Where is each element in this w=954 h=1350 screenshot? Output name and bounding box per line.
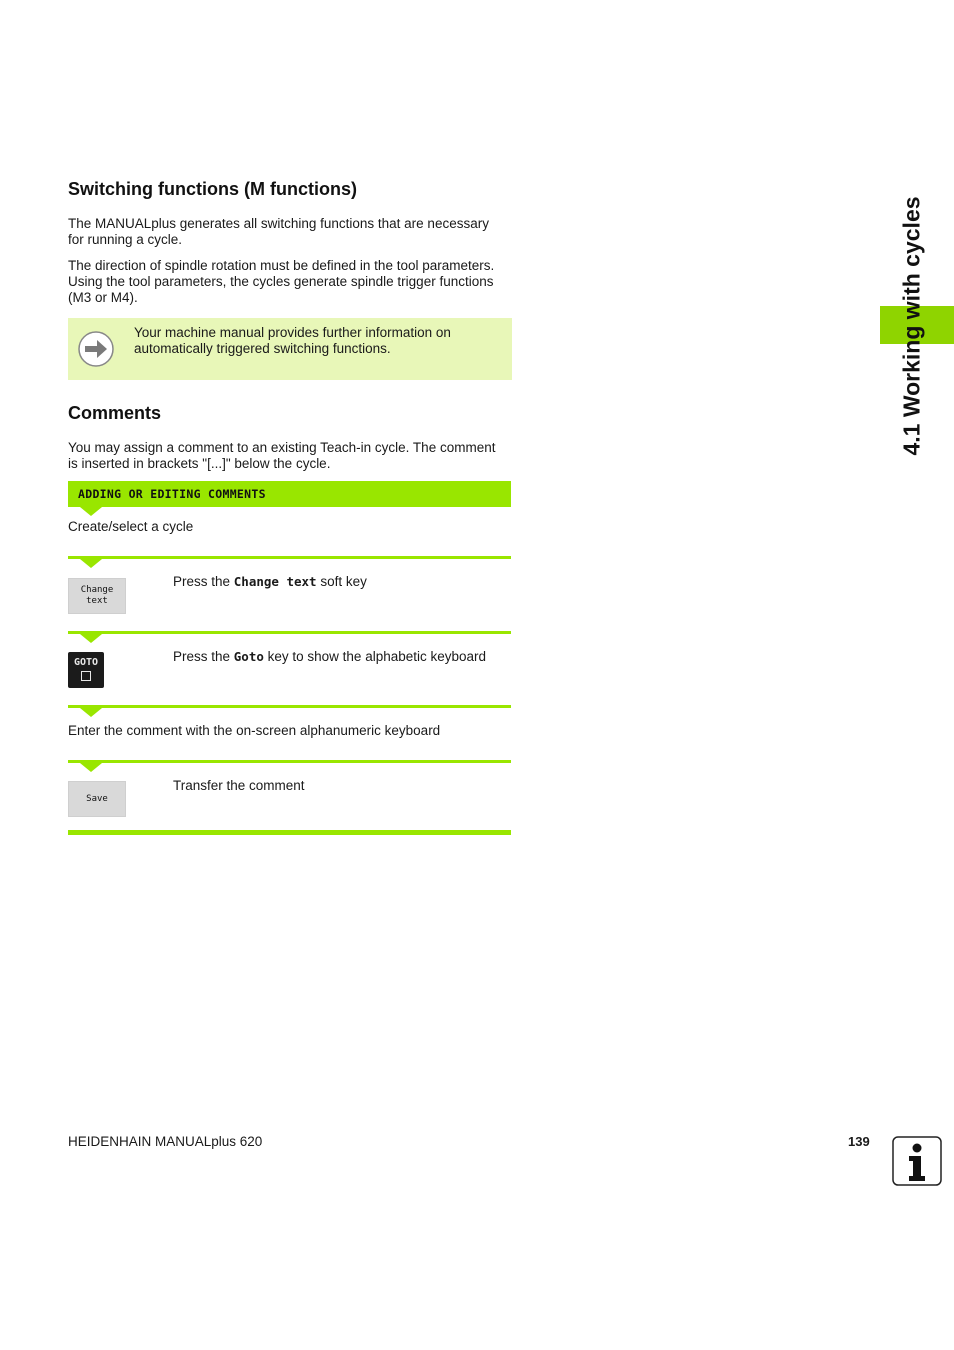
note-box xyxy=(68,318,512,380)
square-icon xyxy=(81,671,91,681)
step-pointer xyxy=(80,507,102,516)
step-enter-comment: Enter the comment with the on-screen alphanumeric keyboard xyxy=(68,723,441,738)
step-transfer-comment: Transfer the comment xyxy=(173,778,305,793)
step-create-select-cycle: Create/select a cycle xyxy=(68,519,194,534)
procedure-title-bar xyxy=(68,481,511,507)
arrow-right-icon xyxy=(78,331,114,367)
step-text-suffix: soft key xyxy=(316,574,367,589)
section-heading-comments: Comments xyxy=(68,403,162,423)
step-pointer xyxy=(80,634,102,643)
step-separator xyxy=(68,705,511,708)
footer-product: HEIDENHAIN MANUALplus 620 xyxy=(68,1134,263,1149)
procedure-title: ADDING OR EDITING COMMENTS xyxy=(78,487,266,501)
procedure-end-bar xyxy=(68,830,511,835)
chapter-title: 4.1 Working with cycles xyxy=(898,196,925,456)
page-number: 139 xyxy=(848,1134,870,1149)
paragraph-comments: You may assign a comment to an existing Teach-in cycle. The comment is inserted in brackets "[...]" below the cycle. xyxy=(68,440,496,471)
step-pointer xyxy=(80,559,102,568)
step-pointer xyxy=(80,763,102,772)
step-press-change-text xyxy=(173,574,513,590)
note-text: Your machine manual provides further information on automatically triggered switching functions. xyxy=(134,325,451,356)
change-text-softkey[interactable]: Change text xyxy=(68,578,126,614)
step-text-suffix: key to show the alphabetic keyboard xyxy=(263,649,487,664)
step-separator xyxy=(68,760,511,763)
step-text-prefix: Press the xyxy=(173,574,234,589)
save-softkey[interactable]: Save xyxy=(68,781,126,817)
step-key-name: Goto xyxy=(233,649,264,664)
step-pointer xyxy=(80,708,102,717)
paragraph-switching-2: The direction of spindle rotation must be defined in the tool parameters. Using the tool parameters, the cycles generate spindle trigger functions (M3 or M4). xyxy=(68,258,495,305)
step-separator xyxy=(68,631,511,634)
info-icon xyxy=(892,1136,942,1186)
step-text-prefix: Press the xyxy=(173,649,234,664)
goto-key-label: GOTO xyxy=(73,657,99,668)
section-heading-switching-functions: Switching functions (M functions) xyxy=(68,179,357,199)
step-key-name: Change text xyxy=(233,574,317,589)
step-separator xyxy=(68,556,511,559)
goto-key[interactable] xyxy=(68,652,104,688)
paragraph-switching-1: The MANUALplus generates all switching functions that are necessary for running a cycle. xyxy=(68,216,489,247)
step-press-goto xyxy=(173,649,513,665)
